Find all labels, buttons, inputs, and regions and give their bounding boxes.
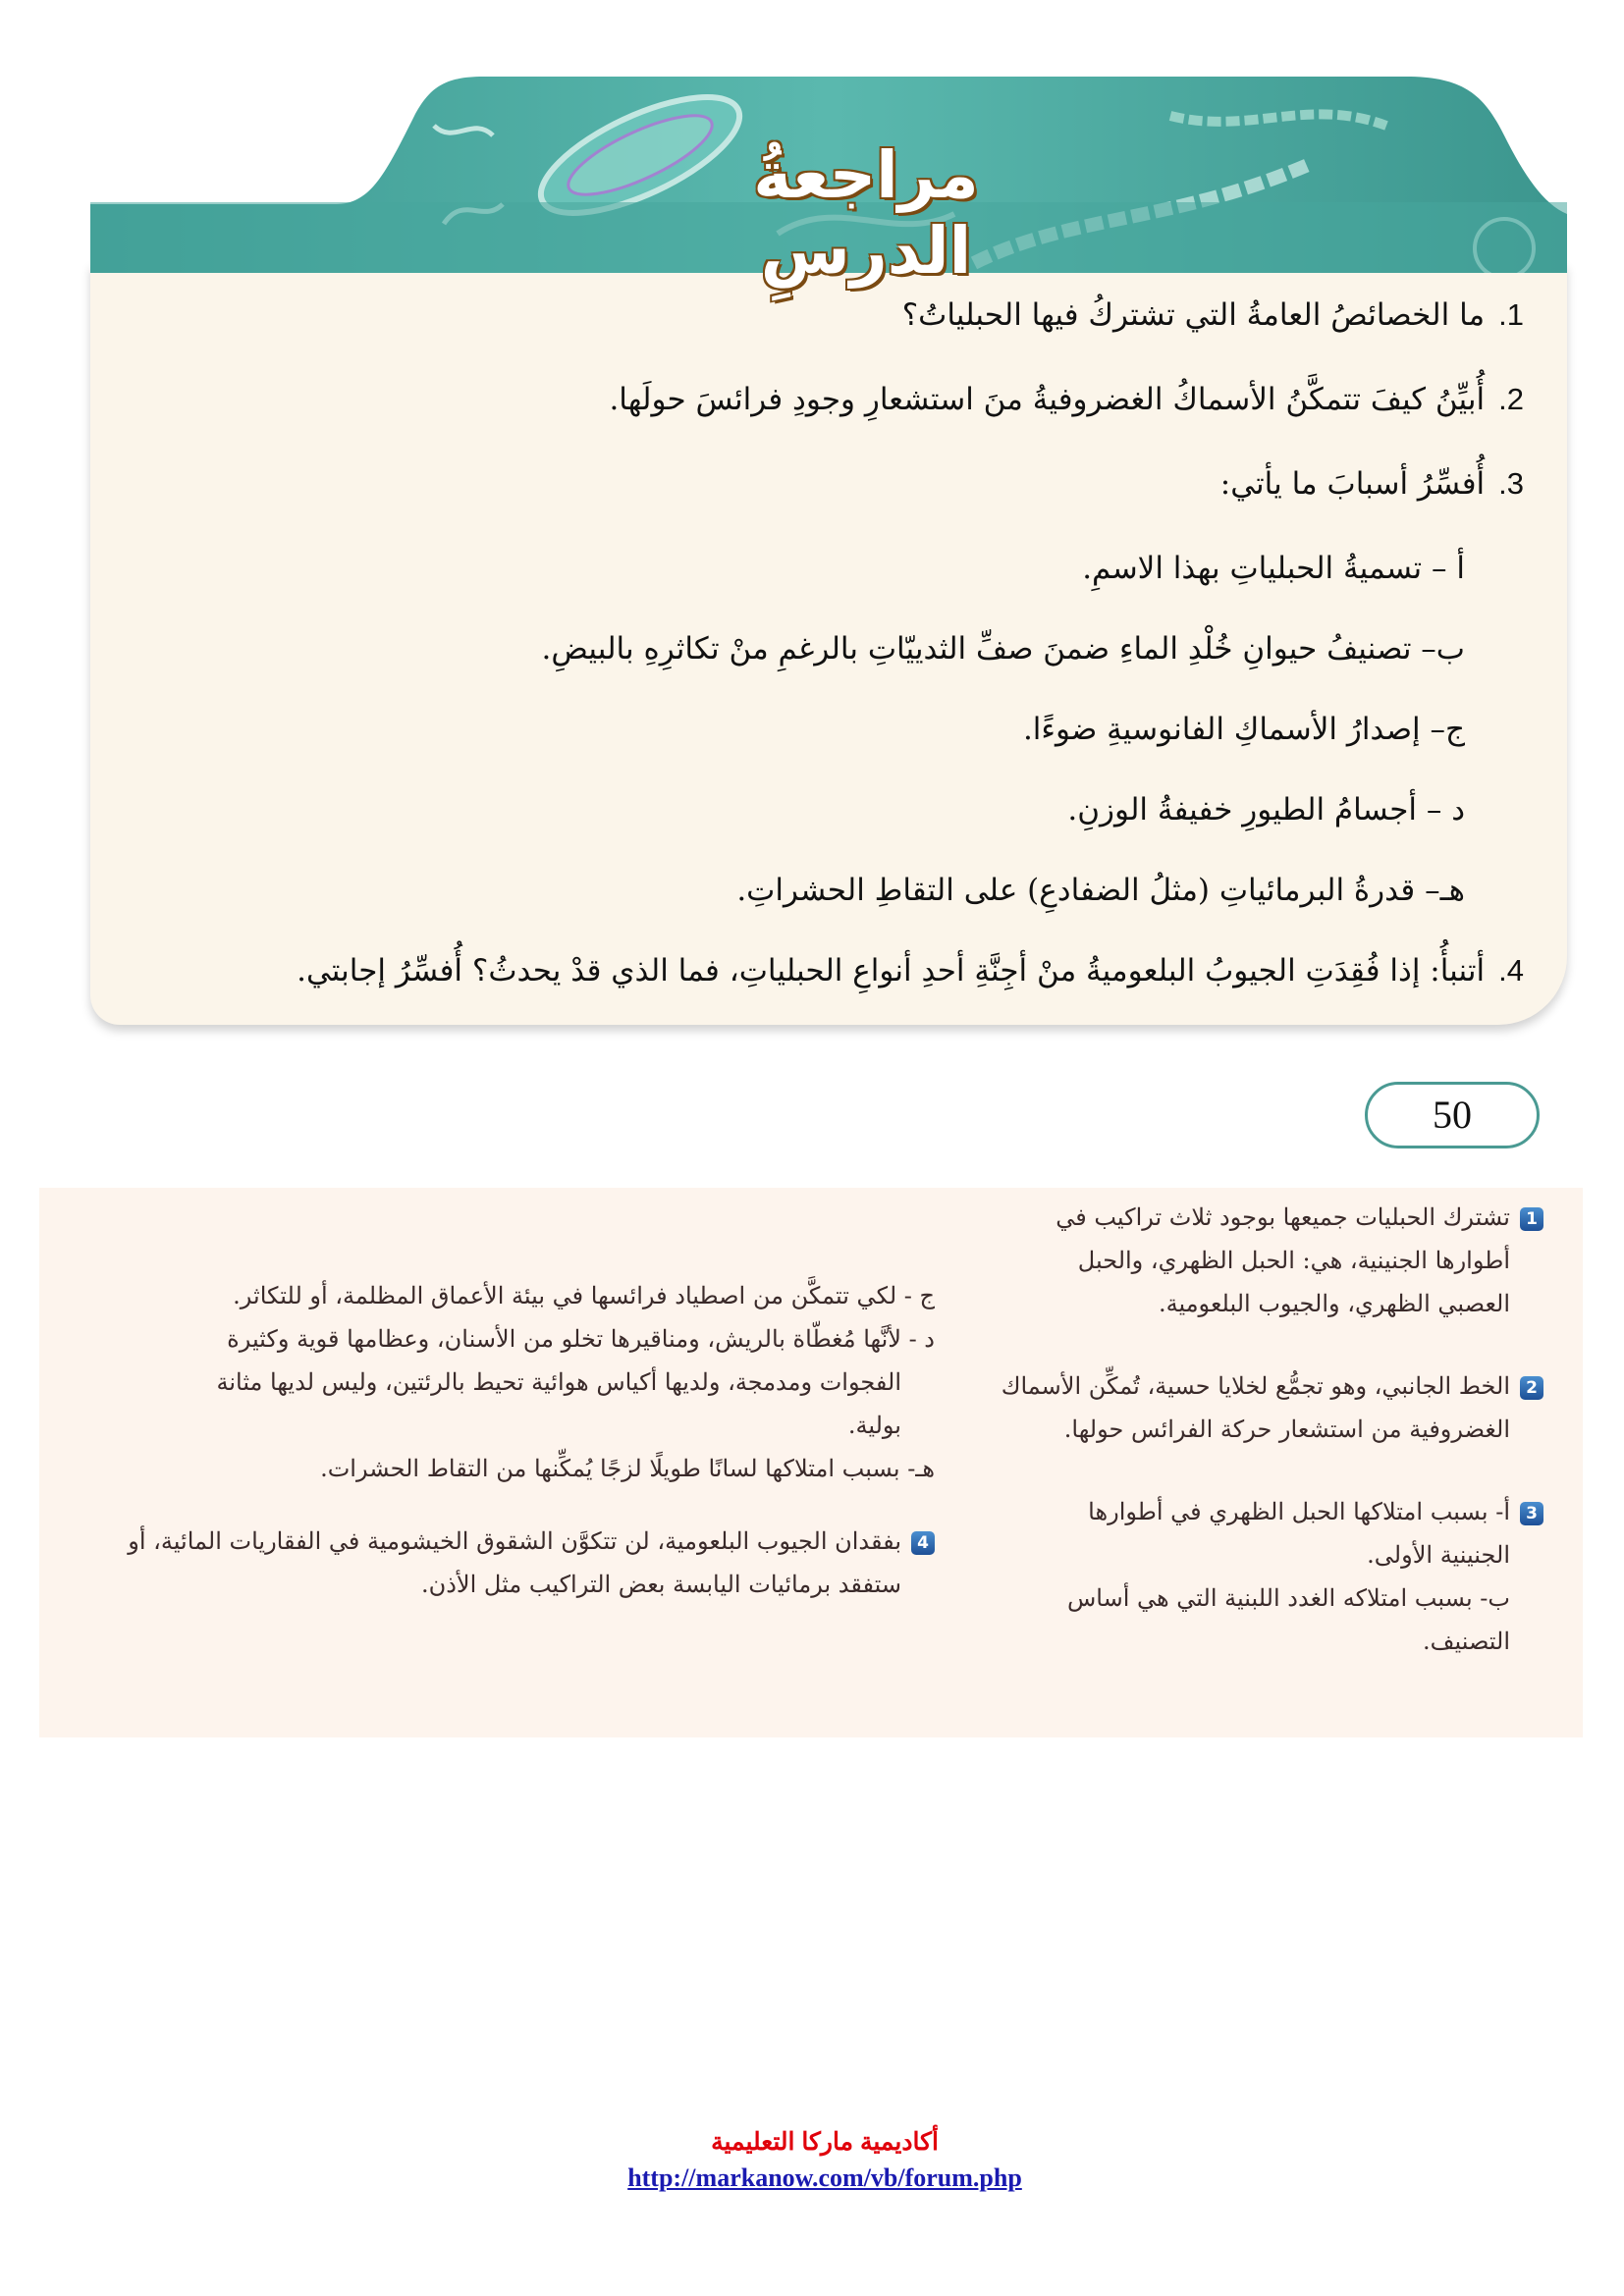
footer-academy-name: أكاديمية ماركا التعليمية <box>711 2128 939 2156</box>
answers-box <box>39 1188 1583 1737</box>
answer-3-line <box>1088 1492 1543 1532</box>
answer-2-line: الغضروفية من استشعار حركة الفرائس حولها. <box>1063 1415 1510 1443</box>
answer-3-line: التصنيف. <box>1423 1628 1510 1655</box>
answer-badge: 1 <box>1520 1207 1543 1231</box>
answer-badge: 2 <box>1520 1376 1543 1400</box>
question-text: أُبيِّنُ كيفَ تتمكَّنُ الأسماكُ الغضروفيةُ منَ استشعارِ وجودِ فرائسَ حولَها. <box>609 382 1486 417</box>
footer-link[interactable]: http://markanow.com/vb/forum.php <box>627 2163 1022 2192</box>
question-text: أتنبأُ: إذا فُقِدَتِ الجيوبُ البلعوميةُ منْ أجِنَّةِ أحدِ أنواعِ الحبلياتِ، فما الذي قدْ يحدثُ؟ أُفسِّرُ إجابتي. <box>297 953 1486 988</box>
answer-2-line <box>1001 1366 1543 1407</box>
answers-left-column <box>51 1188 935 1737</box>
answer-text: بفقدان الجيوب البلعومية، لن تتكوَّن الشقوق الخيشومية في الفقاريات المائية، أو <box>128 1527 901 1555</box>
sub-item-d: د – أجسامُ الطيورِ خفيفةُ الوزنِ. <box>1067 792 1465 828</box>
question-1 <box>902 293 1524 338</box>
sub-item-e: هـ– قدرةُ البرمائياتِ (مثلُ الضفادعِ) على التقاطِ الحشراتِ. <box>736 873 1465 908</box>
answer-text: تشترك الحبليات جميعها بوجود ثلاث تراكيب في <box>1056 1203 1510 1231</box>
question-2 <box>609 377 1524 422</box>
footer <box>550 2124 1100 2197</box>
page-number: 50 <box>1365 1082 1540 1148</box>
answer-3c-line: ج - لكي تتمكَّن من اصطياد فرائسها في بيئة الأعماق المظلمة، أو للتكاثر. <box>233 1282 935 1309</box>
answer-3-line: الجنينية الأولى. <box>1367 1541 1510 1569</box>
question-number: 3. <box>1498 466 1524 501</box>
sub-item-a: أ – تسميةُ الحبلياتِ بهذا الاسمِ. <box>1082 551 1465 586</box>
question-number: 4. <box>1498 953 1524 988</box>
question-4 <box>297 948 1524 993</box>
question-text: أُفسِّرُ أسبابَ ما يأتي: <box>1219 466 1486 502</box>
question-text: ما الخصائصُ العامةُ التي تشتركُ فيها الحبلياتُ؟ <box>901 297 1486 333</box>
sub-item-b: ب– تصنيفُ حيوانِ خُلْدِ الماءِ ضمنَ صفِّ الثدييّاتِ بالرغمِ منْ تكاثرِهِ بالبيضِ. <box>541 631 1465 667</box>
answer-3e-line: هـ- بسبب امتلاكها لسانًا طويلًا لزجًا يُمكِّنها من التقاط الحشرات. <box>320 1455 935 1482</box>
answer-1-line <box>1056 1198 1543 1238</box>
review-title: مراجعةُ الدرسِ <box>753 137 979 289</box>
answer-1-line: أطوارها الجنينية، هي: الحبل الظهري، والحبل <box>1077 1247 1510 1274</box>
answer-3d-line: د - لأنَّها مُغطّاة بالريش، ومناقيرها تخلو من الأسنان، وعظامها قوية وكثيرة <box>227 1325 935 1353</box>
answer-4-line: ستفقد برمائيات اليابسة بعض التراكيب مثل الأذن. <box>420 1571 901 1598</box>
answer-badge: 3 <box>1520 1502 1543 1525</box>
answer-text: الخط الجانبي، وهو تجمُّع لخلايا حسية، تُمكِّن الأسماك <box>1001 1372 1510 1400</box>
answer-1-line: العصبي الظهري، والجيوب البلعومية. <box>1158 1290 1510 1317</box>
answers-right-column <box>954 1188 1543 1737</box>
question-number: 2. <box>1498 382 1524 416</box>
sub-item-c: ج– إصدارُ الأسماكِ الفانوسيةِ ضوءًا. <box>1022 712 1465 747</box>
answer-3d-line: الفجوات ومدمجة، ولديها أكياس هوائية تحيط بالرئتين، وليس لديها مثانة <box>216 1368 901 1396</box>
question-3 <box>1220 461 1524 507</box>
review-header-banner <box>90 77 1567 289</box>
lesson-review-card <box>90 77 1567 1025</box>
question-number: 1. <box>1498 297 1524 332</box>
answer-3-line: ب- بسبب امتلاكه الغدد اللبنية التي هي أساس <box>1066 1584 1510 1612</box>
answer-4-line <box>128 1522 935 1562</box>
answer-text: أ- بسبب امتلاكها الحبل الظهري في أطوارها <box>1088 1498 1510 1525</box>
answer-badge: 4 <box>911 1531 935 1555</box>
answer-3d-line: بولية. <box>847 1412 901 1439</box>
